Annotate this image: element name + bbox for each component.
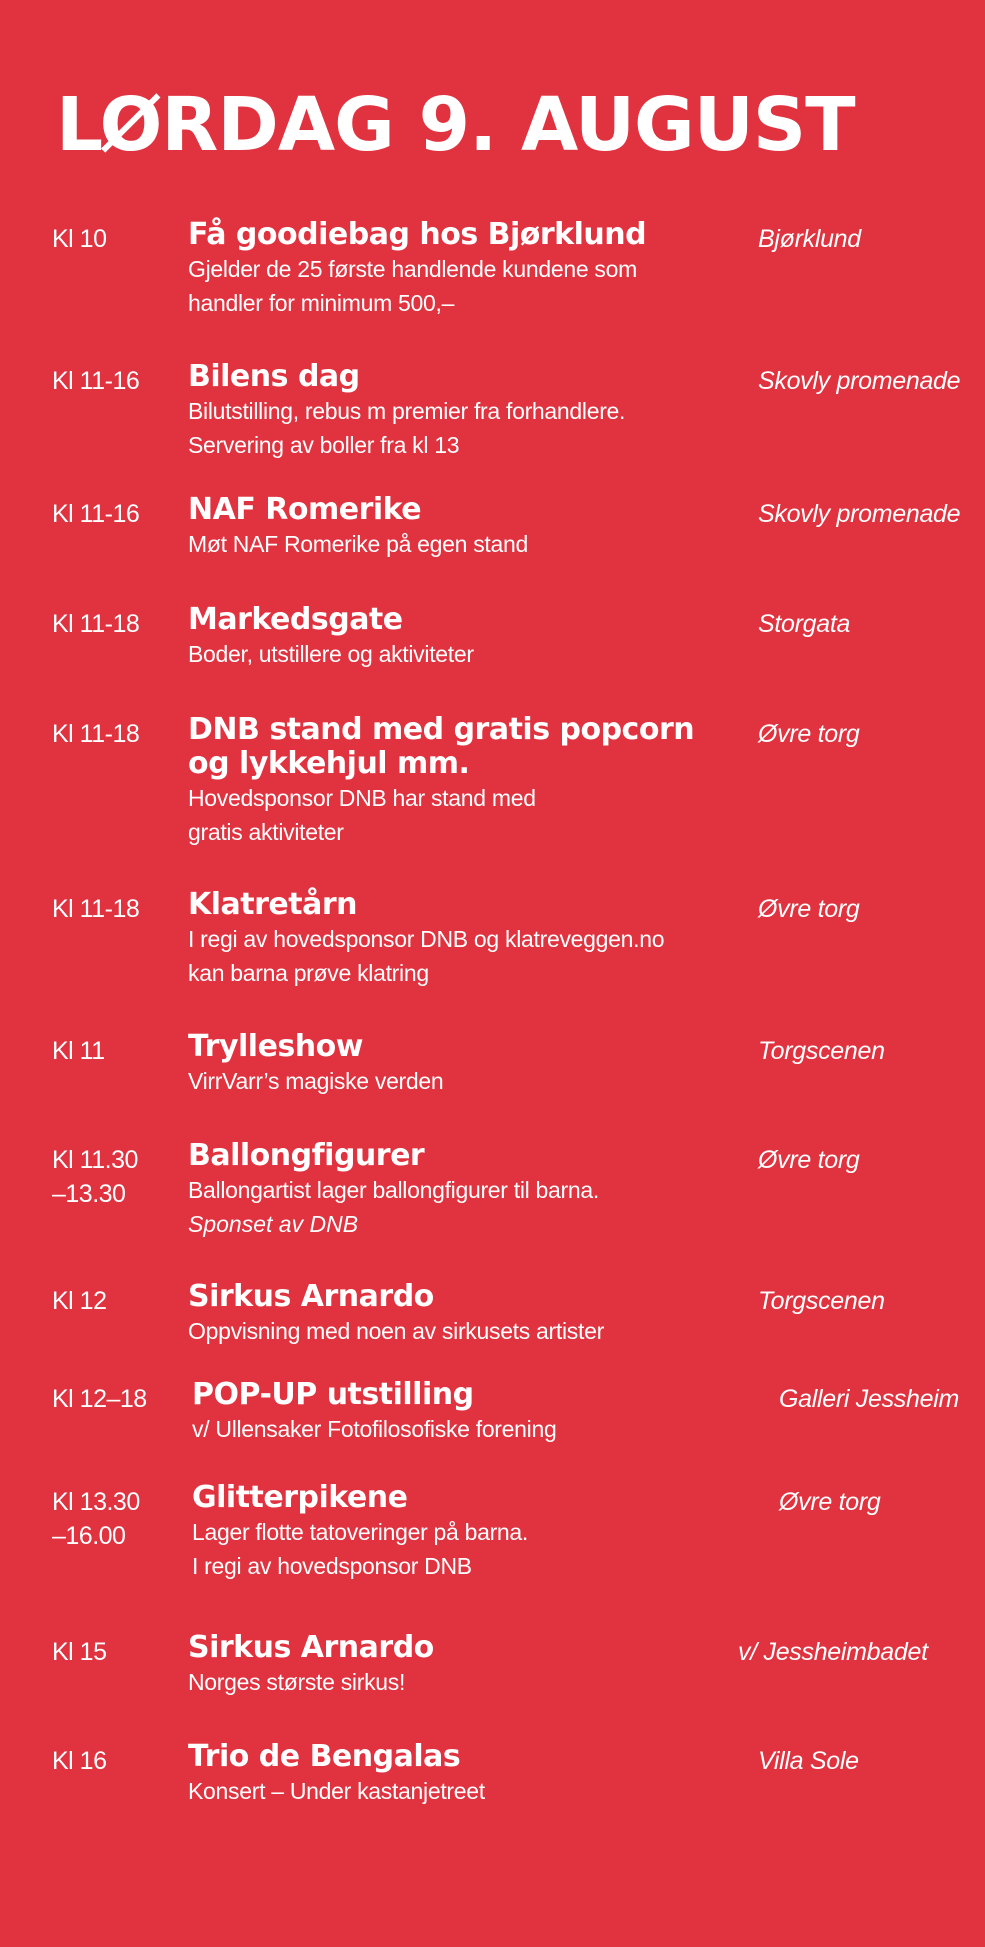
event-time: Kl 12–18 xyxy=(52,1385,147,1413)
event-title: DNB stand med gratis popcorn og lykkehjul mm. xyxy=(188,712,695,781)
event-sponsor: Sponset av DNB xyxy=(188,1211,359,1237)
event-description: Konsert – Under kastanjetreet xyxy=(188,1778,485,1804)
event-description: Norges største sirkus! xyxy=(188,1669,406,1695)
event-description: Oppvisning med noen av sirkusets artister xyxy=(188,1318,604,1344)
event-title: Sirkus Arnardo xyxy=(188,1630,434,1665)
event-venue: Øvre torg xyxy=(779,1488,881,1516)
event-time: Kl 11-18 xyxy=(52,720,140,748)
event-description: VirrVarr’s magiske verden xyxy=(188,1068,444,1094)
event-venue: Skovly promenade xyxy=(758,367,961,395)
event-venue: Galleri Jessheim xyxy=(779,1385,959,1413)
event-title: Markedsgate xyxy=(188,602,403,637)
event-description: Ballongartist lager ballongfigurer til barna. xyxy=(188,1177,599,1203)
event-description: I regi av hovedsponsor DNB og klatreveggen.no kan barna prøve klatring xyxy=(188,926,665,986)
event-venue: Øvre torg xyxy=(758,720,860,748)
event-description: Boder, utstillere og aktiviteter xyxy=(188,641,474,667)
event-description: Lager flotte tatoveringer på barna. I regi av hovedsponsor DNB xyxy=(192,1519,529,1579)
event-title: Få goodiebag hos Bjørklund xyxy=(188,217,647,252)
event-description: Møt NAF Romerike på egen stand xyxy=(188,531,528,557)
event-venue: v/ Jessheimbadet xyxy=(738,1638,928,1666)
event-description: Gjelder de 25 første handlende kundene som handler for minimum 500,– xyxy=(188,256,637,316)
event-venue: Øvre torg xyxy=(758,895,860,923)
event-title: Glitterpikene xyxy=(192,1480,408,1515)
event-time: Kl 11.30 –13.30 xyxy=(52,1146,138,1208)
event-time: Kl 11-16 xyxy=(52,367,140,395)
event-venue: Skovly promenade xyxy=(758,500,961,528)
event-title: Klatretårn xyxy=(188,887,357,922)
event-title: POP-UP utstilling xyxy=(192,1377,474,1412)
event-title: Bilens dag xyxy=(188,359,360,394)
event-venue: Torgscenen xyxy=(758,1287,885,1315)
event-time: Kl 15 xyxy=(52,1638,107,1666)
event-time: Kl 12 xyxy=(52,1287,107,1315)
event-venue: Øvre torg xyxy=(758,1146,860,1174)
event-venue: Torgscenen xyxy=(758,1037,885,1065)
event-description: Hovedsponsor DNB har stand med gratis aktiviteter xyxy=(188,785,536,845)
event-time: Kl 11 xyxy=(52,1037,105,1065)
event-title: NAF Romerike xyxy=(188,492,422,527)
event-description: Bilutstilling, rebus m premier fra forhandlere. Servering av boller fra kl 13 xyxy=(188,398,626,458)
event-title: Trylleshow xyxy=(188,1029,363,1064)
event-venue: Bjørklund xyxy=(758,225,861,253)
event-time: Kl 16 xyxy=(52,1747,107,1775)
event-time: Kl 11-18 xyxy=(52,895,140,923)
page-title: LØRDAG 9. AUGUST xyxy=(56,82,855,168)
event-title: Ballongfigurer xyxy=(188,1138,425,1173)
event-time: Kl 11-18 xyxy=(52,610,140,638)
event-description: v/ Ullensaker Fotofilosofiske forening xyxy=(192,1416,557,1442)
event-time: Kl 11-16 xyxy=(52,500,140,528)
event-title: Trio de Bengalas xyxy=(188,1739,461,1774)
event-venue: Storgata xyxy=(758,610,851,638)
event-time: Kl 13.30 –16.00 xyxy=(52,1488,140,1550)
event-title: Sirkus Arnardo xyxy=(188,1279,434,1314)
event-venue: Villa Sole xyxy=(758,1747,859,1775)
event-time: Kl 10 xyxy=(52,225,107,253)
